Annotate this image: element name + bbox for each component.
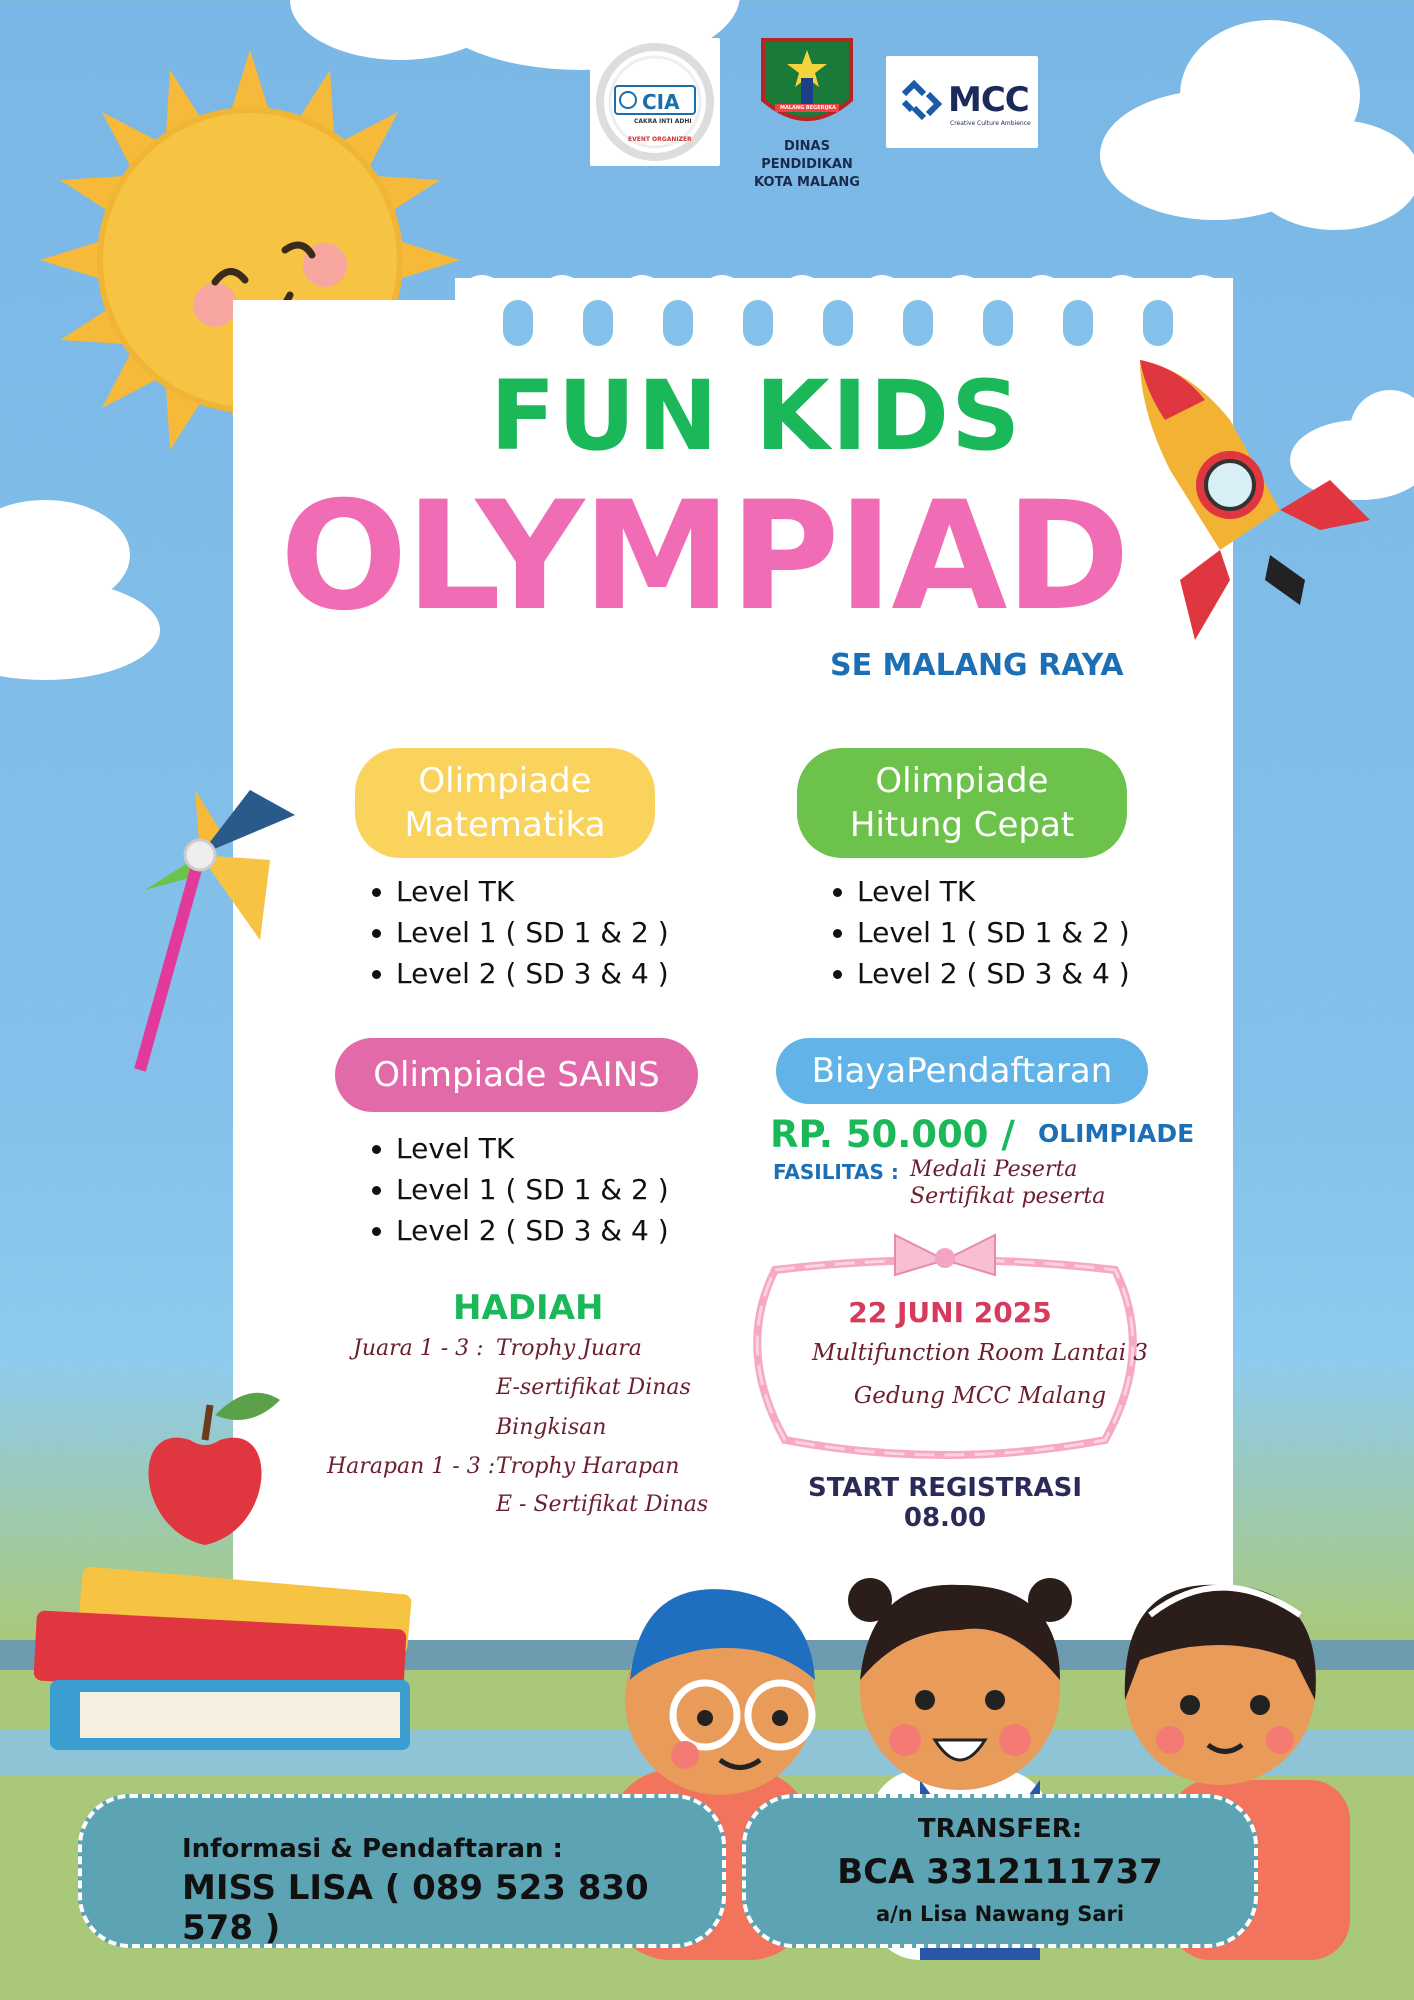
start-label: START REGISTRASI — [807, 1473, 1082, 1503]
transfer-holder: a/n Lisa Nawang Sari — [875, 1902, 1125, 1926]
list-item: • Level 1 ( SD 1 & 2 ) — [396, 912, 669, 953]
title-olympiad: OLYMPIAD — [280, 470, 1128, 644]
fee-pill — [776, 1038, 1148, 1104]
prize-item: Trophy Harapan — [496, 1454, 680, 1479]
category-pill-hitung-cepat — [797, 748, 1127, 858]
category-pill-matematika — [355, 748, 655, 858]
list-item: • Level 1 ( SD 1 & 2 ) — [396, 1169, 669, 1210]
event-venue-line2: Gedung MCC Malang — [853, 1383, 1107, 1409]
pinwheel-illustration — [100, 760, 300, 1080]
contact-name-phone: MISS LISA ( 089 523 830 578 ) — [182, 1868, 649, 1948]
books-apple-illustration — [20, 1380, 450, 1760]
mcc-logo-tagline: Creative Culture Ambience — [950, 120, 1031, 127]
dinas-logo-banner: MALANG BEGERIJKA — [780, 105, 836, 111]
category-label-line2: Hitung Cepat — [849, 805, 1075, 845]
category-label-line1: Olimpiade — [418, 760, 592, 801]
contact-info-label: Informasi & Pendaftaran : — [182, 1834, 563, 1864]
list-item: • Level 1 ( SD 1 & 2 ) — [857, 912, 1130, 953]
fee-price: RP. 50.000 / — [770, 1113, 1015, 1156]
title-fun-kids: FUN KIDS — [490, 360, 1023, 472]
facility-item: Medali Peserta — [910, 1157, 1078, 1182]
start-time: 08.00 — [903, 1503, 987, 1533]
mcc-emblem-icon — [894, 74, 948, 128]
category-label-line1: Olimpiade SAINS — [373, 1054, 660, 1095]
contact-box — [78, 1794, 726, 1948]
list-item: • Level TK — [396, 1128, 669, 1169]
title-region: SE MALANG RAYA — [830, 648, 1124, 683]
transfer-account: BCA 3312111737 — [837, 1852, 1163, 1892]
level-list-sains — [360, 1128, 669, 1251]
prize-item: E-sertifikat Dinas — [496, 1375, 691, 1400]
category-pill-sains — [335, 1038, 698, 1112]
rocket-illustration — [1120, 360, 1380, 690]
list-item: • Level 2 ( SD 3 & 4 ) — [396, 1210, 669, 1251]
dinas-caption-line2: KOTA MALANG — [754, 175, 860, 190]
dinas-caption-line1: DINAS PENDIDIKAN — [761, 139, 853, 172]
dinas-logo — [752, 30, 862, 190]
cia-logo-ring-text: EVENT ORGANIZER — [628, 136, 692, 143]
level-list-matematika — [360, 871, 669, 994]
mcc-logo — [886, 56, 1038, 148]
event-date: 22 JUNI 2025 — [848, 1296, 1052, 1329]
harapan-label: Harapan 1 - 3 : — [327, 1454, 496, 1479]
event-venue-line1: Multifunction Room Lantai 3 — [811, 1340, 1149, 1366]
facilities-label: FASILITAS : — [773, 1160, 899, 1184]
cia-logo-subtitle: CAKRA INTI ADHI — [634, 118, 692, 125]
cia-logo — [590, 38, 720, 166]
category-label-line2: Matematika — [404, 805, 606, 845]
mcc-logo-text: MCC — [948, 80, 1029, 120]
prize-item: E - Sertifikat Dinas — [496, 1492, 709, 1517]
transfer-box — [742, 1794, 1258, 1948]
cia-logo-text: CIA — [642, 90, 680, 114]
facility-item: Sertifikat peserta — [910, 1184, 1106, 1209]
juara-label: Juara 1 - 3 : — [353, 1336, 484, 1361]
list-item: • Level 2 ( SD 3 & 4 ) — [396, 953, 669, 994]
fee-per: OLIMPIADE — [1038, 1119, 1195, 1148]
list-item: • Level TK — [396, 871, 669, 912]
prize-item: Trophy Juara — [496, 1336, 642, 1361]
list-item: • Level TK — [857, 871, 1130, 912]
list-item: • Level 2 ( SD 3 & 4 ) — [857, 953, 1130, 994]
fee-label: BiayaPendaftaran — [811, 1050, 1113, 1091]
level-list-hitung-cepat — [821, 871, 1130, 994]
transfer-label: TRANSFER: — [917, 1814, 1083, 1844]
prizes-title: HADIAH — [453, 1288, 604, 1328]
start-registration — [790, 1473, 1100, 1533]
category-label-line1: Olimpiade — [875, 760, 1049, 801]
prize-item: Bingkisan — [496, 1415, 607, 1440]
